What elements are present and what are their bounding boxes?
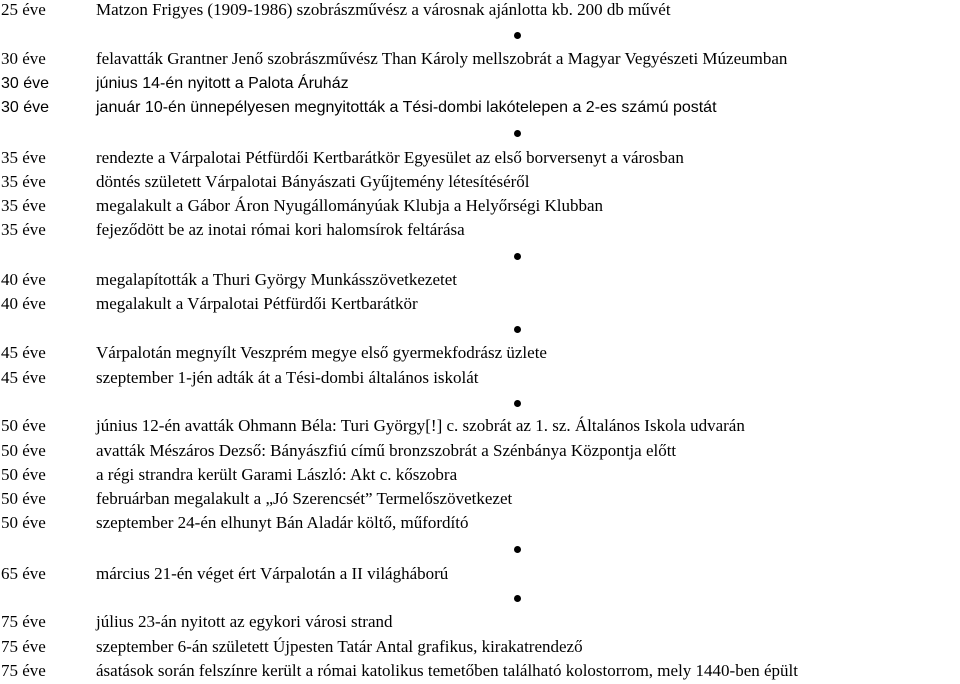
entry-text: felavatták Grantner Jenő szobrászművész Than Károly mellszobrát a Magyar Vegyészeti Múzeumban — [96, 49, 788, 68]
entry-year: 50 éve — [1, 489, 46, 508]
entry-year: 65 éve — [1, 564, 46, 583]
entry-text: avatták Mészáros Dezső: Bányászfiú című bronzszobrát a Szénbánya Központja előtt — [96, 441, 677, 460]
separator-bullet — [514, 32, 521, 39]
entry-text: július 23-án nyitott az egykori városi strand — [96, 612, 393, 631]
entry-year: 40 éve — [1, 294, 46, 313]
entry-text: június 14-én nyitott a Palota Áruház — [96, 75, 349, 92]
entry-text: március 21-én véget ért Várpalotán a II világháború — [96, 564, 449, 583]
entry-year: 35 éve — [1, 196, 46, 215]
entry-row — [0, 146, 960, 170]
entry-text: megalapították a Thuri György Munkásszövetkezetet — [96, 270, 457, 289]
entry-text: január 10-én ünnepélyesen megnyitották a Tési-dombi lakótelepen a 2-es számú postát — [96, 99, 717, 116]
entry-row — [0, 659, 960, 683]
entry-text: Matzon Frigyes (1909-1986) szobrászművész a városnak ajánlotta kb. 200 db művét — [96, 0, 671, 19]
entry-row — [0, 562, 960, 586]
entry-row — [0, 170, 960, 194]
separator-bullet — [514, 253, 521, 260]
entry-row — [0, 96, 960, 120]
entry-year: 75 éve — [1, 637, 46, 656]
entry-year: 45 éve — [1, 343, 46, 362]
entry-row — [0, 47, 960, 71]
entry-text: fejeződött be az inotai római kori halomsírok feltárása — [96, 220, 465, 239]
entry-row — [0, 635, 960, 659]
entry-year: 35 éve — [1, 148, 46, 167]
entry-row — [0, 194, 960, 218]
entry-year: 30 éve — [1, 49, 46, 68]
entry-year: 50 éve — [1, 465, 46, 484]
entry-row — [0, 292, 960, 316]
separator-bullet — [514, 326, 521, 333]
entry-row — [0, 366, 960, 390]
entry-year: 30 éve — [1, 75, 50, 92]
entry-row — [0, 511, 960, 535]
entry-row — [0, 439, 960, 463]
separator-bullet — [514, 130, 521, 137]
entry-row — [0, 218, 960, 242]
entry-row — [0, 414, 960, 438]
entry-text: rendezte a Várpalotai Pétfürdői Kertbarátkör Egyesület az első borversenyt a városban — [96, 148, 684, 167]
entry-year: 75 éve — [1, 661, 46, 680]
entry-year: 35 éve — [1, 172, 46, 191]
separator-bullet — [514, 595, 521, 602]
entry-text: szeptember 24-én elhunyt Bán Aladár költő, műfordító — [96, 513, 469, 532]
entry-row — [0, 487, 960, 511]
entry-year: 30 éve — [1, 99, 50, 116]
entry-text: szeptember 6-án született Újpesten Tatár Antal grafikus, kirakatrendező — [96, 637, 583, 656]
entry-year: 75 éve — [1, 612, 46, 631]
entry-text: ásatások során felszínre került a római katolikus temetőben található kolostorrom, mely 1440-ben épült — [96, 661, 798, 680]
entry-text: a régi strandra került Garami László: Akt c. kőszobra — [96, 465, 458, 484]
entry-text: megalakult a Gábor Áron Nyugállományúak Klubja a Helyőrségi Klubban — [96, 196, 604, 215]
entry-text: februárban megalakult a „Jó Szerencsét” Termelőszövetkezet — [96, 489, 513, 508]
entry-year: 50 éve — [1, 513, 46, 532]
entry-year: 40 éve — [1, 270, 46, 289]
entry-row — [0, 0, 960, 22]
entry-text: Várpalotán megnyílt Veszprém megye első gyermekfodrász üzlete — [96, 343, 547, 362]
entry-row — [0, 72, 960, 96]
entry-year: 50 éve — [1, 441, 46, 460]
entry-year: 35 éve — [1, 220, 46, 239]
entry-row — [0, 341, 960, 365]
entry-row — [0, 463, 960, 487]
entry-year: 50 éve — [1, 416, 46, 435]
entry-row — [0, 268, 960, 292]
entry-text: szeptember 1-jén adták át a Tési-dombi általános iskolát — [96, 368, 479, 387]
entry-year: 25 éve — [1, 0, 46, 19]
entry-text: megalakult a Várpalotai Pétfürdői Kertbarátkör — [96, 294, 418, 313]
separator-bullet — [514, 400, 521, 407]
separator-bullet — [514, 546, 521, 553]
entry-text: döntés született Várpalotai Bányászati Gyűjtemény létesítéséről — [96, 172, 530, 191]
entry-row — [0, 610, 960, 634]
entry-year: 45 éve — [1, 368, 46, 387]
entry-text: június 12-én avatták Ohmann Béla: Turi György[!] c. szobrát az 1. sz. Általános Iskola udvarán — [96, 416, 745, 435]
